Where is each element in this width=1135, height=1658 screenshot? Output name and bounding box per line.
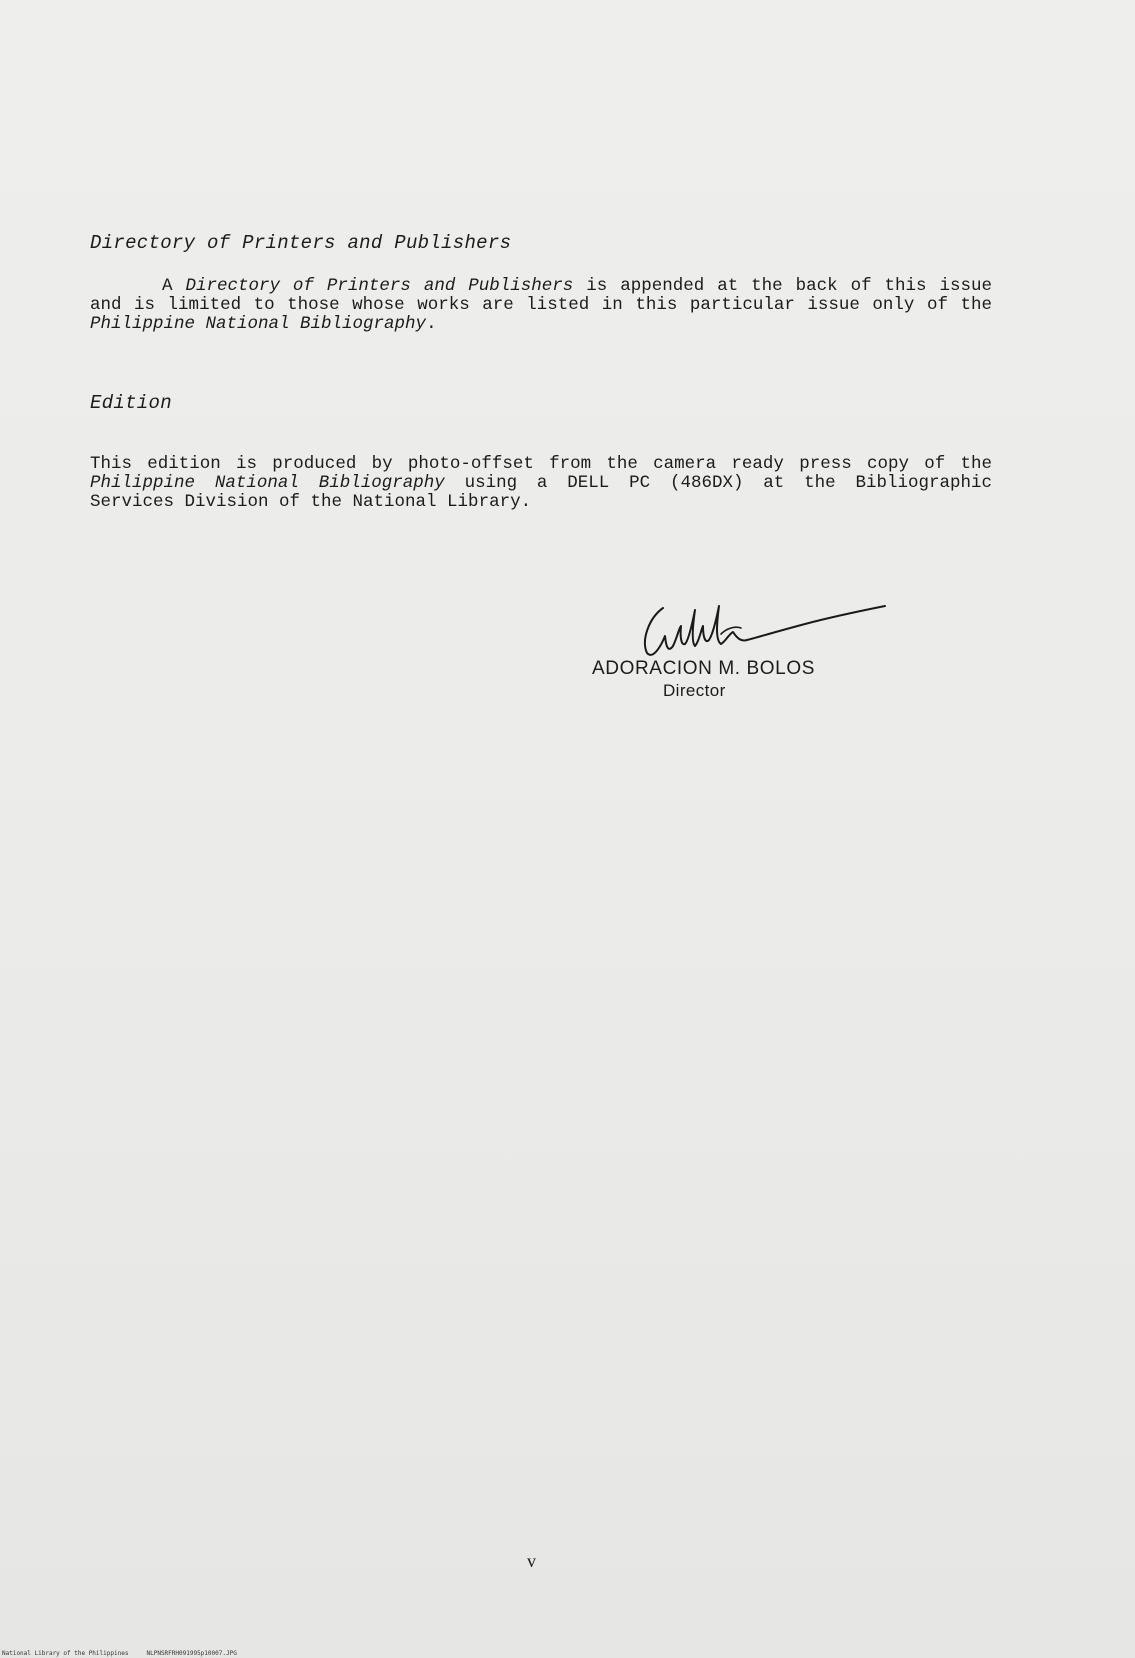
directory-text-1: A — [162, 276, 186, 296]
directory-text-3: . — [426, 314, 437, 334]
page-number: v — [527, 1551, 536, 1571]
directory-title-italic: Directory of Printers and Publishers — [185, 276, 574, 296]
bibliography-title-italic: Philippine National Bibliography — [90, 314, 427, 334]
edition-text-1: This edition is produced by photo-offset from the camera ready press copy of the — [90, 454, 992, 474]
signatory-title: Director — [663, 681, 726, 700]
directory-paragraph — [90, 277, 992, 334]
directory-text-2: is appended at the back of this issue and is limited to those whose works are listed in this particular issue only of the — [90, 276, 992, 315]
edition-text-2: using a DELL PC (486DX) at the Bibliographic Services Division of the National Library. — [90, 473, 992, 512]
edition-paragraph — [90, 455, 992, 512]
scan-footer-caption: National Library of the Philippines NLPNSRFRH091995p10007.JPG — [2, 1650, 237, 1657]
section-heading-directory: Directory of Printers and Publishers — [90, 232, 512, 254]
signatory-name: ADORACION M. BOLOS — [592, 658, 816, 679]
section-heading-edition: Edition — [90, 392, 172, 414]
edition-bibliography-italic: Philippine National Bibliography — [90, 473, 445, 493]
